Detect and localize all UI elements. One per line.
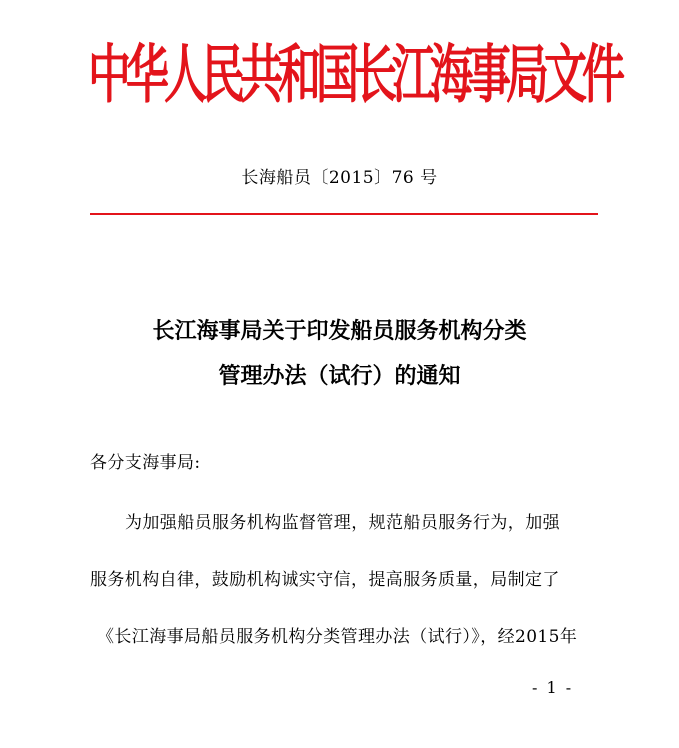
salutation: 各分支海事局: <box>90 453 201 473</box>
page-number: - 1 - <box>532 678 574 697</box>
red-divider-line <box>90 213 598 215</box>
document-number: 长海船员〔2015〕76 号 <box>241 168 438 188</box>
document-title-line-2: 管理办法（试行）的通知 <box>218 364 461 389</box>
paragraph-line: 为加强船员服务机构监督管理，规范船员服务行为，加强 <box>125 513 560 533</box>
paragraph-line: 服务机构自律，鼓励机构诚实守信，提高服务质量，局制定了 <box>90 570 560 590</box>
issuer-masthead: 中华人民共和国长江海事局文件 <box>88 38 620 113</box>
document-title-line-1: 长江海事局关于印发船员服务机构分类 <box>152 319 527 344</box>
paragraph-line: 《长江海事局船员服务机构分类管理办法（试行）》，经2015年 <box>97 627 578 647</box>
